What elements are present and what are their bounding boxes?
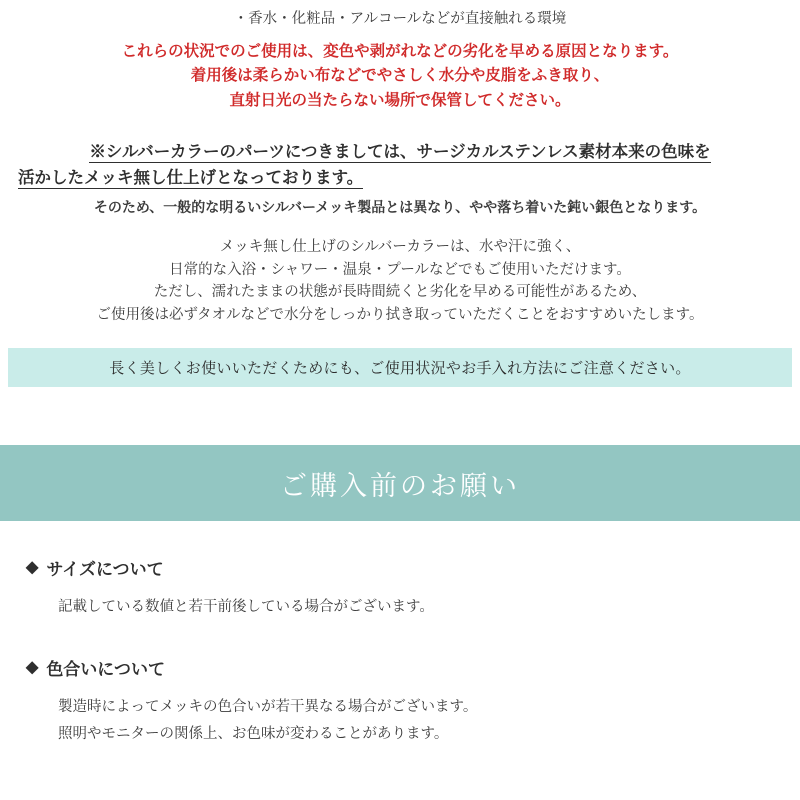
environment-line: ・香水・化粧品・アルコールなどが直接触れる環境	[233, 11, 567, 27]
silver-head-line-1	[0, 139, 800, 166]
silver-body-line-1: メッキ無し仕上げのシルバーカラーは、水や汗に強く、	[219, 239, 581, 256]
warning-line-3: 直射日光の当たらない場所で保管してください。	[229, 91, 571, 109]
item-heading-color	[26, 655, 800, 680]
item-heading-size	[26, 555, 800, 580]
silver-body	[0, 236, 800, 326]
silver-head-line-2	[0, 165, 800, 192]
purchase-notes-list	[0, 555, 800, 747]
warning-line-1: これらの状況でのご使用は、変色や剥がれなどの劣化を早める原因となります。	[121, 43, 679, 61]
section-title: ご購入前のお願い	[280, 470, 520, 501]
silver-note: そのため、一般的な明るいシルバーメッキ製品とは異なり、やや落ち着いた鈍い銀色となります。	[93, 198, 707, 215]
item-body-line: 製造時によってメッキの色合いが若干異なる場合がございます。	[58, 699, 478, 716]
item-body-line: 照明やモニターの関係上、お色味が変わることがあります。	[58, 725, 449, 742]
list-item	[26, 555, 800, 621]
silver-head-underline-2: 活かしたメッキ無し仕上げとなっております。	[18, 169, 364, 188]
item-title: サイズについて	[46, 560, 164, 580]
list-item	[26, 655, 800, 748]
item-body-color	[26, 694, 800, 748]
silver-color-block	[0, 139, 800, 327]
section-header-band	[0, 445, 800, 521]
item-body-line: 記載している数値と若干前後している場合がございます。	[58, 599, 434, 616]
diamond-icon: ◆	[26, 658, 39, 676]
silver-body-line-3: ただし、濡れたままの状態が長時間続くと劣化を早める可能性があるため、	[153, 284, 647, 301]
care-highlight-banner: 長く美しくお使いいただくためにも、ご使用状況やお手入れ方法にご注意ください。	[8, 348, 792, 387]
silver-body-line-4: ご使用後は必ずタオルなどで水分をしっかり拭き取っていただくことをおすすめいたします。	[96, 306, 704, 323]
diamond-icon: ◆	[26, 558, 39, 576]
care-notice-block	[0, 0, 800, 113]
item-title: 色合いについて	[46, 660, 165, 680]
silver-body-line-2: 日常的な入浴・シャワー・温泉・プールなどでもご使用いただけます。	[169, 261, 631, 278]
item-body-size	[26, 594, 800, 621]
silver-head-underline-1: ※シルバーカラーのパーツにつきましては、サージカルステンレス素材本来の色味を	[89, 142, 711, 161]
warning-line-2: 着用後は柔らかい布などでやさしく水分や皮脂をふき取り、	[190, 67, 610, 85]
